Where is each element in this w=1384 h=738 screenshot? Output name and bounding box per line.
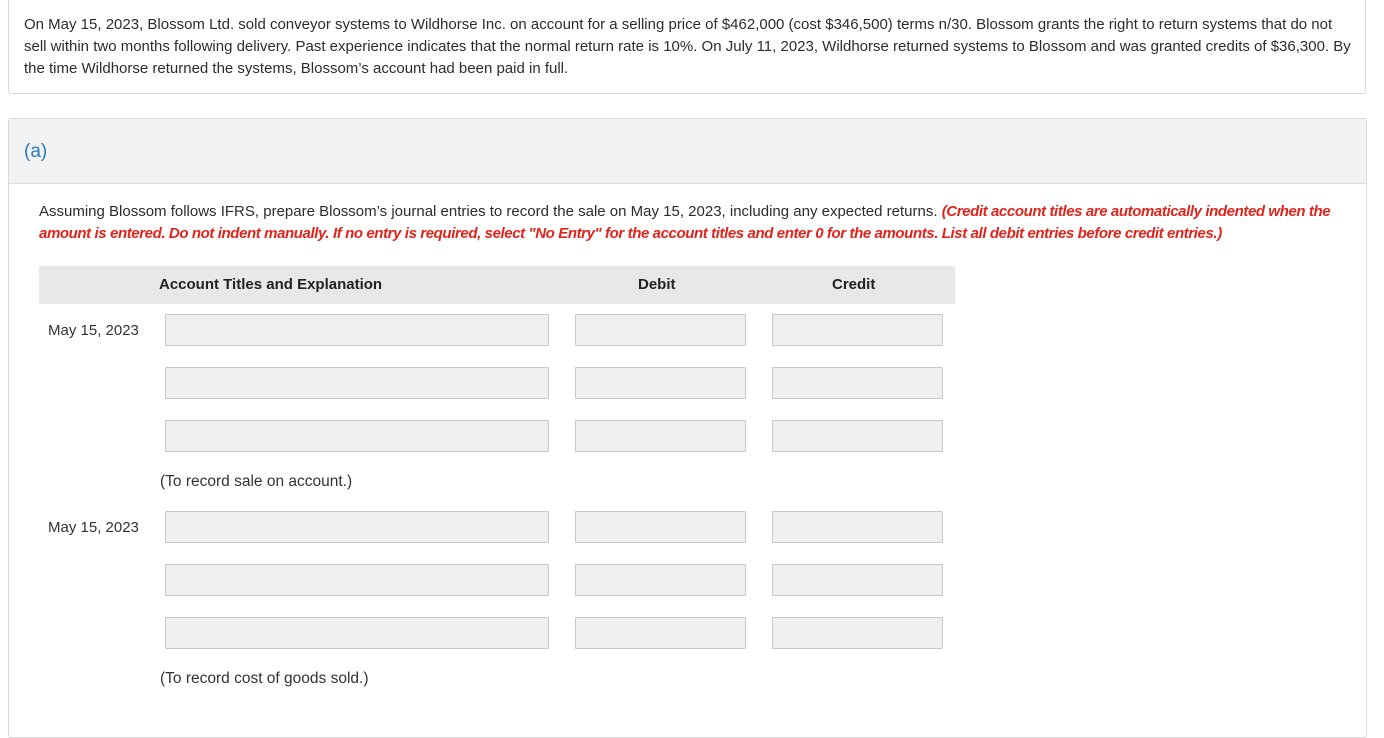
entry-explanation: (To record cost of goods sold.): [160, 670, 369, 687]
credit-input[interactable]: [772, 314, 943, 346]
debit-input[interactable]: [575, 564, 746, 596]
header-debit: Debit: [638, 276, 676, 293]
account-title-input[interactable]: [165, 617, 549, 649]
instruction-note: (Credit account titles are automatically indented when the amount is entered. Do not indent manually. If no entry is required, select "No Entry" for the account titles and enter 0 for the amounts. List all debit entries before credit entries.): [39, 203, 1331, 242]
header-account-titles: Account Titles and Explanation: [159, 276, 383, 293]
credit-input[interactable]: [772, 367, 943, 399]
problem-text: On May 15, 2023, Blossom Ltd. sold conveyor systems to Wildhorse Inc. on account for a selling price of $462,000 (cost $346,500) terms n/30. Blossom grants the right to return systems that do not sell within two months following delivery. Past experience indicates that the normal return rate is 10%. On July 11, 2023, Wildhorse returned systems to Blossom and was granted credits of $36,300. By the time Wildhorse returned the systems, Blossom’s account had been paid in full.: [24, 16, 1351, 77]
credit-input[interactable]: [772, 617, 943, 649]
journal-table-header: [39, 266, 955, 304]
debit-input[interactable]: [575, 617, 746, 649]
account-title-input[interactable]: [165, 511, 549, 543]
debit-input[interactable]: [575, 420, 746, 452]
credit-input[interactable]: [772, 420, 943, 452]
part-label: (a): [24, 141, 48, 162]
problem-statement-box: [8, 0, 1366, 94]
debit-input[interactable]: [575, 314, 746, 346]
header-credit: Credit: [832, 276, 876, 293]
credit-input[interactable]: [772, 511, 943, 543]
entry-date: May 15, 2023: [48, 322, 139, 339]
entry-explanation: (To record sale on account.): [160, 473, 353, 490]
account-title-input[interactable]: [165, 420, 549, 452]
instructions: [39, 201, 1339, 245]
credit-input[interactable]: [772, 564, 943, 596]
debit-input[interactable]: [575, 511, 746, 543]
account-title-input[interactable]: [165, 564, 549, 596]
instruction-text: Assuming Blossom follows IFRS, prepare Blossom’s journal entries to record the sale on May 15, 2023, including any expected returns.: [39, 203, 938, 220]
debit-input[interactable]: [575, 367, 746, 399]
account-title-input[interactable]: [165, 314, 549, 346]
entry-date: May 15, 2023: [48, 519, 139, 536]
part-a-box: [8, 118, 1367, 738]
account-title-input[interactable]: [165, 367, 549, 399]
part-header: [9, 119, 1366, 184]
